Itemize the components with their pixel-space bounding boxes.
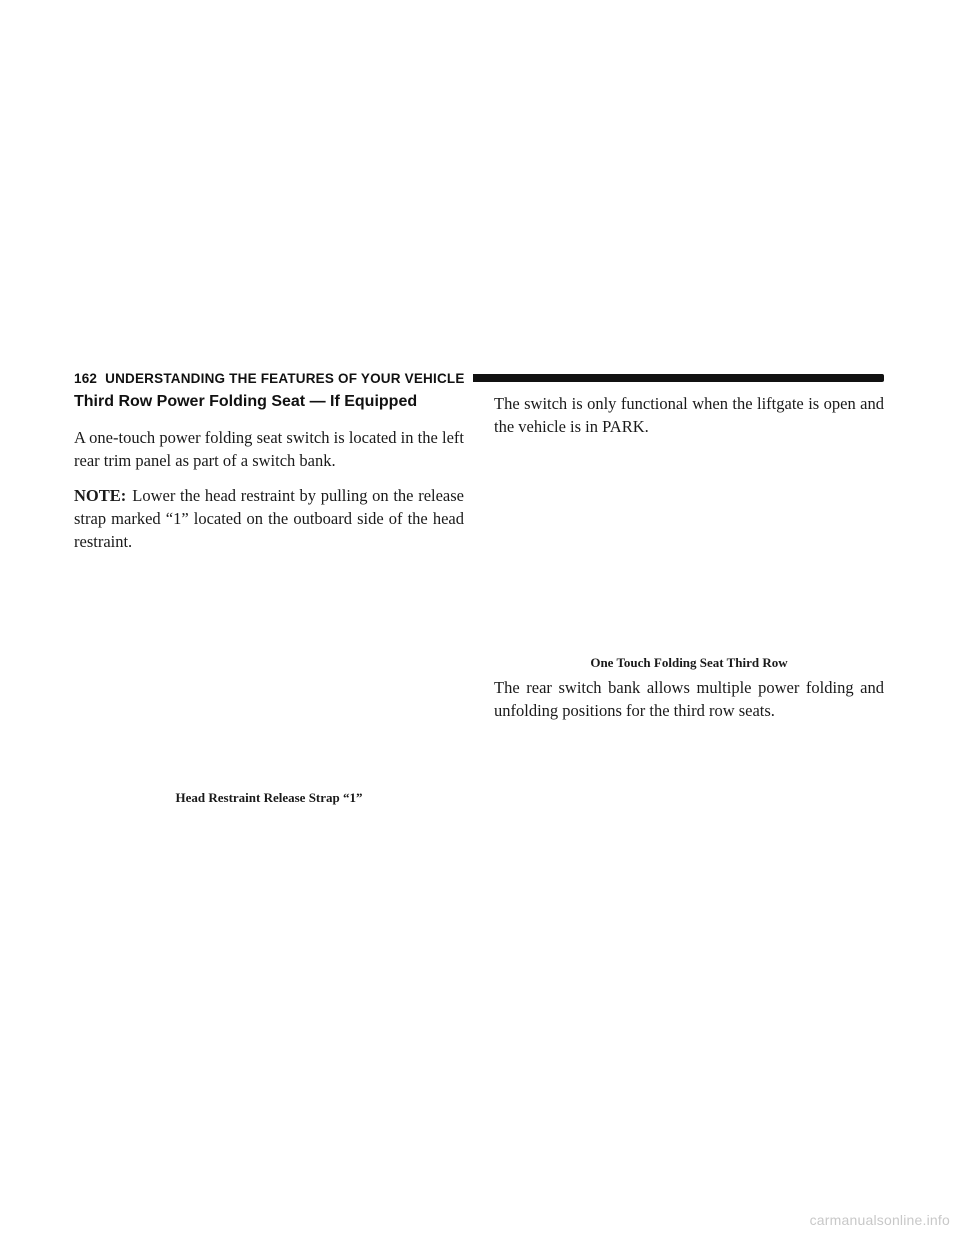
note-text: Lower the head restraint by pulling on the release strap marked “1” located on the outboard side of the head restraint. [74, 486, 464, 551]
folding-seat-figure [494, 450, 884, 640]
header-rule [473, 374, 884, 382]
head-restraint-caption: Head Restraint Release Strap “1” [175, 790, 363, 805]
page-header [74, 369, 884, 387]
section-title: Third Row Power Folding Seat — If Equipped [74, 393, 418, 410]
chapter-title: UNDERSTANDING THE FEATURES OF YOUR VEHICLE [105, 370, 465, 386]
switch-function-paragraph: The switch is only functional when the liftgate is open and the vehicle is in PARK. [494, 394, 884, 436]
header-text [74, 371, 465, 386]
folding-seat-caption: One Touch Folding Seat Third Row [590, 655, 788, 670]
watermark: carmanualsonline.info [809, 1212, 950, 1228]
note-paragraph [74, 484, 464, 553]
intro-paragraph: A one-touch power folding seat switch is located in the left rear trim panel as part of a switch bank. [74, 428, 464, 470]
head-restraint-figure [74, 565, 464, 775]
switch-bank-paragraph: The rear switch bank allows multiple power folding and unfolding positions for the third row seats. [494, 678, 884, 720]
note-label: NOTE: [74, 486, 127, 505]
left-column [74, 392, 464, 807]
page-number: 162 [74, 370, 98, 386]
right-column [494, 392, 884, 734]
